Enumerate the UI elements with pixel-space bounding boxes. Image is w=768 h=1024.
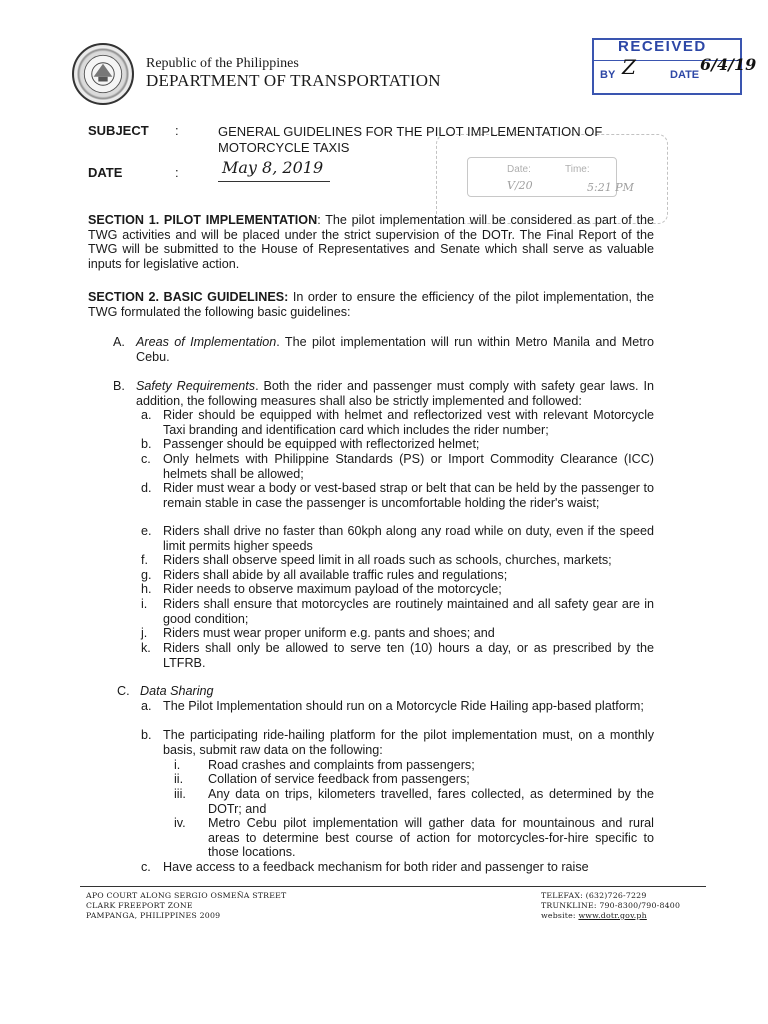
date-colon: :: [175, 165, 179, 180]
department-name: DEPARTMENT OF TRANSPORTATION: [146, 71, 441, 90]
safety-item-marker: b.: [141, 437, 152, 451]
faint-date-label: Date:: [507, 164, 531, 175]
safety-item-marker: i.: [141, 597, 148, 611]
data-item-marker: iv.: [174, 816, 186, 830]
subject-line-1: GENERAL GUIDELINES FOR THE PILOT IMPLEMENTATION OF: [218, 124, 603, 139]
data-item-text: Road crashes and complaints from passengers;: [208, 758, 475, 772]
data-item-text: Collation of service feedback from passengers;: [208, 772, 470, 786]
dotr-seal: [72, 43, 134, 105]
faint-time-label: Time:: [565, 164, 590, 175]
footer-address-line-2: CLARK FREEPORT ZONE: [86, 901, 193, 910]
footer-contacts: [541, 891, 680, 921]
footer-address-line-1: APO COURT ALONG SERGIO OSMEÑA STREET: [86, 891, 287, 900]
safety-item-text: Riders shall abide by all available traffic rules and regulations;: [163, 568, 508, 582]
memo-date-value: May 8, 2019: [222, 158, 324, 177]
item-b-title: Safety Requirements: [136, 379, 256, 393]
safety-item-text: Passenger should be equipped with reflectorized helmet;: [163, 437, 480, 451]
safety-item-text: Rider must wear a body or vest-based strap or belt that can be held by the passenger to remain stable in case the passenger is uncomfortable holding the rider's waist;: [163, 481, 654, 510]
item-c-b-text: The participating ride-hailing platform for the pilot implementation must, on a monthly basis, submit raw data on the following:: [163, 728, 654, 757]
safety-item-marker: f.: [141, 553, 148, 567]
section-1-body: : The pilot implementation will be considered as part of the TWG activities and will be placed under the strict supervision of the DOTr. The Final Report of the TWG will be submitted to the House of Representatives and Senate which shall serve as valuable inputs for legislative action.: [88, 213, 654, 271]
footer-address: [86, 891, 286, 921]
footer-website-link[interactable]: www.dotr.gov.ph: [578, 911, 647, 920]
item-c-c-text: Have access to a feedback mechanism for both rider and passenger to raise: [163, 860, 589, 874]
data-item-text: Any data on trips, kilometers travelled, fares collected, as determined by the DOTr; and: [208, 787, 654, 816]
section-2-heading: SECTION 2. BASIC GUIDELINES:: [88, 290, 289, 304]
safety-item-text: Rider needs to observe maximum payload of the motorcycle;: [163, 582, 502, 596]
safety-item-marker: k.: [141, 641, 151, 655]
footer-address-line-3: PAMPANGA, PHILIPPINES 2009: [86, 911, 221, 920]
date-underline: [218, 181, 330, 182]
item-c-b-marker: b.: [141, 728, 152, 742]
footer-website-row: [541, 911, 680, 921]
item-c-c-marker: c.: [141, 860, 151, 874]
item-c-a-marker: a.: [141, 699, 152, 713]
subject-line-2: MOTORCYCLE TAXIS: [218, 140, 350, 155]
section-2-body: In order to ensure the efficiency of the pilot implementation, the TWG formulated the following basic guidelines:: [88, 290, 655, 319]
date-label: DATE: [88, 165, 123, 180]
data-item-marker: ii.: [174, 772, 184, 786]
safety-item-marker: h.: [141, 582, 152, 596]
item-c-a-text: The Pilot Implementation should run on a Motorcycle Ride Hailing app-based platform;: [163, 699, 644, 713]
safety-item-text: Rider should be equipped with helmet and reflectorized vest with relevant Motorcycle Taxi branding and identification card which includes the rider number;: [163, 408, 654, 437]
safety-item-marker: g.: [141, 568, 152, 582]
footer-website-label: website:: [541, 911, 576, 920]
safety-item-marker: a.: [141, 408, 152, 422]
subject-label: SUBJECT: [88, 123, 149, 138]
section-1-heading: SECTION 1. PILOT IMPLEMENTATION: [88, 213, 318, 227]
safety-item-text: Riders shall observe speed limit in all roads such as schools, churches, markets;: [163, 553, 612, 567]
safety-item-text: Only helmets with Philippine Standards (PS) or Import Commodity Clearance (ICC) helmets shall be allowed;: [163, 452, 654, 481]
item-a-marker: A.: [113, 335, 125, 349]
safety-item-marker: e.: [141, 524, 152, 538]
faint-date-value: V/20: [507, 179, 533, 192]
data-item-marker: i.: [174, 758, 181, 772]
received-by-value: Z: [622, 55, 636, 79]
safety-item-text: Riders shall ensure that motorcycles are routinely maintained and all safety gear are in good condition;: [163, 597, 654, 626]
item-a-text: Areas of Implementation. The pilot implementation will run within Metro Manila and Metro Cebu.: [136, 335, 654, 364]
item-c-marker: C.: [117, 684, 130, 698]
footer-trunkline: TRUNKLINE: 790-8300/790-8400: [541, 901, 681, 910]
received-date-value: 6/4/19: [700, 55, 757, 74]
safety-item-marker: d.: [141, 481, 152, 495]
seal-emblem-icon: [74, 45, 132, 103]
item-b-marker: B.: [113, 379, 125, 393]
received-stamp: [592, 38, 757, 95]
safety-item-marker: j.: [141, 626, 148, 640]
item-b-text: Safety Requirements. Both the rider and passenger must comply with safety gear laws. In addition, the following measures shall also be strictly implemented and followed:: [136, 379, 654, 408]
faint-time-value: 5:21 PM: [587, 181, 634, 194]
received-date-label: DATE: [670, 69, 700, 81]
item-c-title: Data Sharing: [140, 684, 214, 698]
received-by-label: BY: [600, 69, 616, 81]
data-item-marker: iii.: [174, 787, 186, 801]
section-1-paragraph: [88, 213, 654, 271]
item-a-title: Areas of Implementation: [136, 335, 277, 349]
subject-text: [218, 124, 658, 156]
received-stamp-title: RECEIVED: [618, 38, 707, 55]
section-2-paragraph: [88, 290, 654, 319]
subject-colon: :: [175, 123, 179, 138]
safety-item-marker: c.: [141, 452, 151, 466]
republic-line: Republic of the Philippines: [146, 56, 299, 71]
data-item-text: Metro Cebu pilot implementation will gather data for mountainous and rural areas to determine best course of action for motorcycles-for-hire specific to those locations.: [208, 816, 654, 860]
safety-item-text: Riders shall only be allowed to serve ten (10) hours a day, or as prescribed by the LTFRB.: [163, 641, 654, 670]
footer-telefax: TELEFAX: (632)726-7229: [541, 891, 647, 900]
safety-item-text: Riders must wear proper uniform e.g. pants and shoes; and: [163, 626, 495, 640]
footer-divider: [80, 886, 706, 887]
safety-item-text: Riders shall drive no faster than 60kph along any road while on duty, even if the speed limit permits higher speeds: [163, 524, 654, 553]
